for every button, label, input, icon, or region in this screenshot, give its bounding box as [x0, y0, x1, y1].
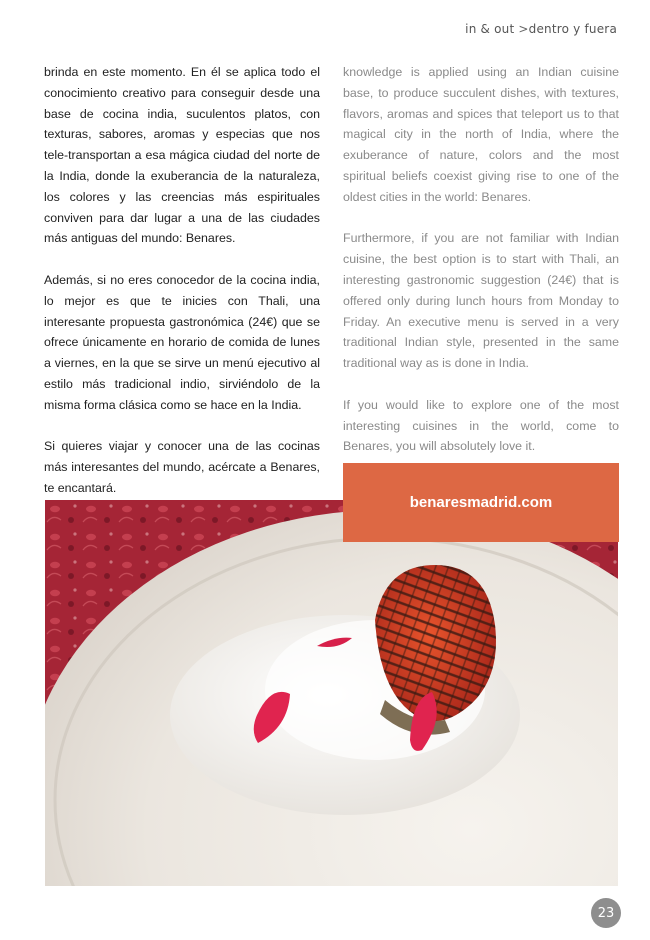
spanish-column: [44, 62, 320, 520]
spanish-paragraph-1: brinda en este momento. En él se aplica todo el conocimiento creativo para conseguir desde una base de cocina india, suculentos platos, con texturas, sabores, aromas y especias que nos tele-transportan a esa mágica ciudad del norte de la India, donde la exuberancia de la naturaleza, los colores y las creencias más espirituales conviven para dar lugar a una de las ciudades más antiguas del mundo: Benares.: [44, 65, 320, 246]
spanish-paragraph-2: Además, si no eres conocedor de la cocina india, lo mejor es que te inicies con Thali, una interesante propuesta gastronómica (24€) que se ofrece únicamente en horario de comida de lunes a viernes, en la que se sirve un menú ejecutivo al estilo más tradicional indio, sirviéndolo de la misma forma clásica como se hace en la India.: [44, 272, 320, 412]
english-paragraph-2: Furthermore, if you are not familiar with Indian cuisine, the best option is to start with Thali, an interesting gastronomic suggestion (24€) that is offered only during lunch hours from Monday to Friday. An executive menu is served in a very traditional Indian style, presented in the same traditional way as is done in India.: [343, 231, 619, 371]
section-header-es: dentro y fuera: [528, 22, 617, 36]
dish-photo: [45, 500, 618, 886]
section-header: [465, 22, 617, 36]
website-link[interactable]: benaresmadrid.com: [409, 494, 553, 511]
english-paragraph-3: If you would like to explore one of the most interesting cuisines in the world, come to Benares, you will absolutely love it.: [343, 397, 619, 454]
page-number: 23: [591, 898, 621, 928]
section-header-separator: >: [518, 22, 529, 36]
english-paragraph-1: knowledge is applied using an Indian cuisine base, to produce succulent dishes, with textures, flavors, aromas and spices that teleport us to that magical city in the north of India, where the exuberance of nature, colors and the most spiritual beliefs coexist giving rise to one of the oldest cities in the world: Benares.: [343, 65, 619, 204]
english-column: [343, 62, 619, 478]
website-banner[interactable]: [343, 463, 619, 542]
section-header-en: in & out: [465, 22, 515, 36]
spanish-paragraph-3: Si quieres viajar y conocer una de las cocinas más interesantes del mundo, acércate a Benares, te encantará.: [44, 439, 320, 495]
